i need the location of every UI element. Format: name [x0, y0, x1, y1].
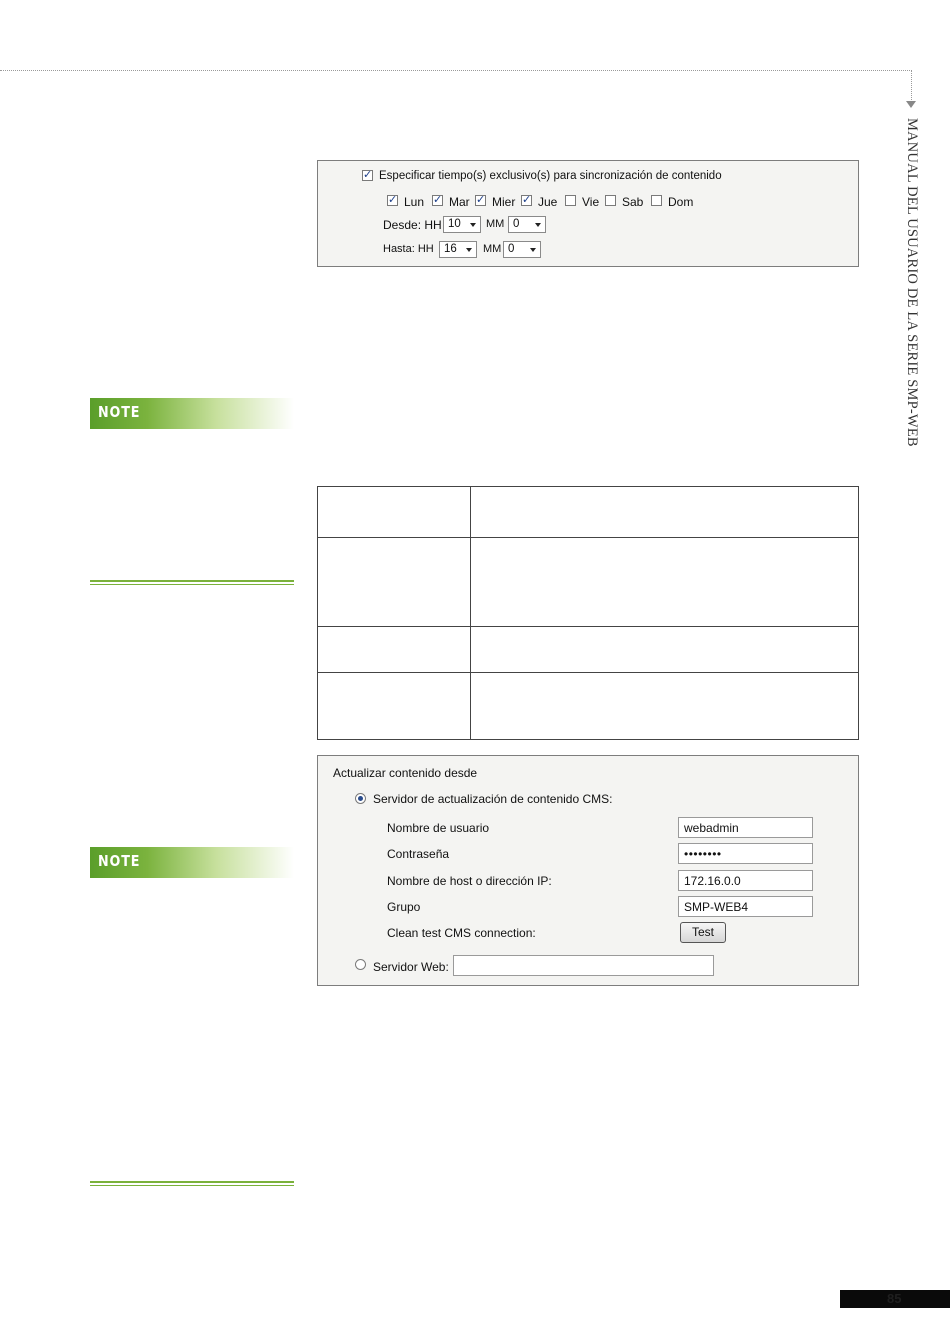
day-label-mar: Mar	[449, 195, 470, 209]
to-mm-select[interactable]	[503, 241, 541, 258]
password-label: Contraseña	[387, 847, 450, 861]
table-cell	[471, 487, 859, 538]
group-label: Grupo	[387, 900, 421, 914]
table-cell	[471, 538, 859, 627]
test-button[interactable]: Test	[680, 922, 726, 943]
day-label-sab: Sab	[622, 195, 644, 209]
test-connection-label: Clean test CMS connection:	[387, 926, 536, 940]
arrow-down-icon	[906, 101, 916, 108]
table-cell	[318, 487, 471, 538]
to-hh-select[interactable]	[439, 241, 477, 258]
day-label-vie: Vie	[582, 195, 600, 209]
note-divider	[90, 1181, 294, 1186]
table-cell	[318, 673, 471, 740]
password-value: ••••••••	[684, 847, 722, 861]
sync-schedule-panel	[317, 160, 859, 267]
day-checkbox-lun[interactable]	[387, 195, 398, 206]
note-label: NOTE	[98, 852, 141, 870]
table-row	[318, 673, 859, 740]
note-divider	[90, 580, 294, 585]
username-value: webadmin	[684, 821, 739, 835]
table-cell	[318, 627, 471, 673]
chevron-down-icon	[470, 223, 476, 227]
day-label-lun: Lun	[404, 195, 425, 209]
chevron-down-icon	[535, 223, 541, 227]
table-cell	[318, 538, 471, 627]
group-value: SMP-WEB4	[684, 900, 749, 914]
table-row	[318, 487, 859, 538]
specify-time-label: Especificar tiempo(s) exclusivo(s) para sincronización de contenido	[379, 170, 722, 182]
day-label-jue: Jue	[538, 195, 558, 209]
web-server-label: Servidor Web:	[373, 960, 449, 974]
table-row	[318, 538, 859, 627]
username-label: Nombre de usuario	[387, 821, 490, 835]
day-checkbox-mier[interactable]	[475, 195, 486, 206]
note-label: NOTE	[98, 403, 141, 421]
note-banner	[90, 398, 294, 429]
table-cell	[471, 627, 859, 673]
host-label: Nombre de host o dirección IP:	[387, 874, 552, 888]
to-mm-value: 0	[508, 243, 515, 255]
from-mm-label: MM	[486, 218, 505, 230]
update-source-panel	[317, 755, 859, 986]
host-value: 172.16.0.0	[684, 874, 741, 888]
page-number-bar	[840, 1290, 950, 1308]
content-table	[317, 486, 859, 740]
header-dotted-rule-vertical	[911, 70, 912, 104]
day-checkbox-vie[interactable]	[565, 195, 576, 206]
from-mm-select[interactable]	[508, 216, 546, 233]
web-server-input[interactable]	[453, 955, 714, 976]
from-mm-value: 0	[513, 218, 520, 230]
web-server-radio[interactable]	[355, 959, 366, 970]
password-input[interactable]	[678, 843, 813, 864]
table-row	[318, 627, 859, 673]
group-input[interactable]	[678, 896, 813, 917]
username-input[interactable]	[678, 817, 813, 838]
header-dotted-rule	[0, 70, 912, 71]
cms-server-radio[interactable]	[355, 793, 366, 804]
cms-server-label: Servidor de actualización de contenido CMS:	[373, 792, 613, 806]
day-checkbox-mar[interactable]	[432, 195, 443, 206]
host-input[interactable]	[678, 870, 813, 891]
from-hh-value: 10	[448, 218, 461, 230]
to-mm-label: MM	[483, 243, 502, 255]
day-checkbox-sab[interactable]	[605, 195, 616, 206]
from-hh-label: Desde: HH	[383, 218, 442, 232]
to-hh-label: Hasta: HH	[383, 243, 434, 255]
day-checkbox-dom[interactable]	[651, 195, 662, 206]
chevron-down-icon	[530, 248, 536, 252]
specify-time-checkbox[interactable]	[362, 170, 373, 181]
table-cell	[471, 673, 859, 740]
day-label-mier: Mier	[492, 195, 516, 209]
note-banner	[90, 847, 294, 878]
day-label-dom: Dom	[668, 195, 694, 209]
from-hh-select[interactable]	[443, 216, 481, 233]
to-hh-value: 16	[444, 243, 457, 255]
page-number: 85	[887, 1291, 902, 1306]
update-source-title: Actualizar contenido desde	[333, 766, 478, 780]
chevron-down-icon	[466, 248, 472, 252]
day-checkbox-jue[interactable]	[521, 195, 532, 206]
side-title: MANUAL DEL USUARIO DE LA SERIE SMP-WEB	[904, 118, 920, 447]
